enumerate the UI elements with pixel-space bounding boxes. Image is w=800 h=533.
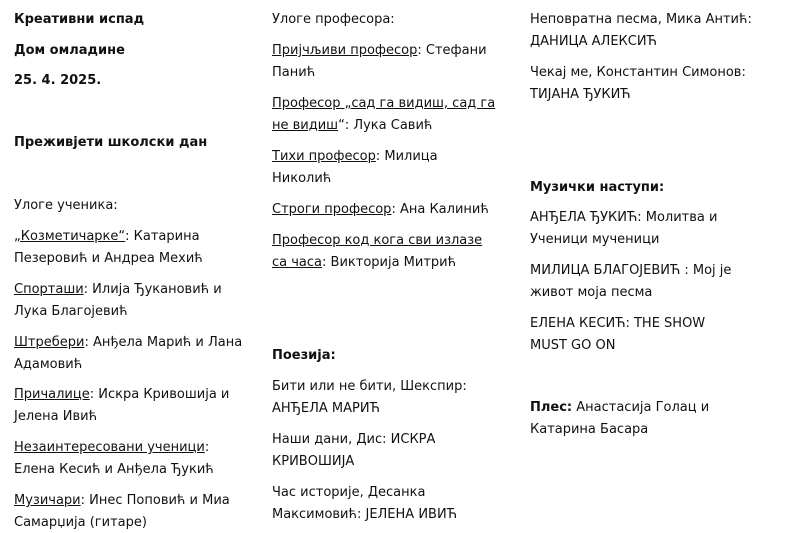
poetry-item-line: КРИВОШИЈА — [272, 454, 355, 469]
poetry-item-line: ТИЈАНА ЂУКИЋ — [530, 87, 631, 102]
music-item-line: МИЛИЦА БЛАГОЈЕВИЋ : Мој је — [530, 263, 732, 278]
poetry-item-line: АНЂЕЛА МАРИЋ — [272, 401, 380, 416]
student-role-line: Самарџија (гитаре) — [14, 515, 147, 530]
role-actors: Панић — [272, 65, 316, 80]
role-actors: : — [204, 440, 210, 455]
student-role-line — [14, 493, 230, 509]
role-actors: : Милица — [375, 149, 438, 164]
role-actors: : Ана Калинић — [391, 202, 489, 217]
professor-role-line — [272, 171, 331, 187]
poetry-item-line: Неповратна песма, Мика Антић: — [530, 12, 752, 27]
role-actors: “: Лука Савић — [338, 118, 433, 133]
role-name: Професор „сад га видиш, сад га — [272, 96, 496, 111]
role-name: Строги професор — [272, 202, 392, 217]
poetry-item-line: Час историје, Десанка — [272, 485, 426, 500]
event-date: 25. 4. 2025. — [14, 73, 102, 88]
role-actors: : Илија Ђукановић и — [83, 282, 222, 297]
role-name: Тихи професор — [272, 149, 376, 164]
professor-role-line — [272, 43, 487, 59]
role-name: са часа — [272, 255, 323, 270]
poetry-heading: Поезија: — [272, 348, 336, 363]
student-role-line: Пезеровић и Андреа Мехић — [14, 251, 203, 266]
music-item-line: живот моја песма — [530, 285, 653, 300]
professor-role-line — [272, 65, 315, 81]
music-item-line: АНЂЕЛА ЂУКИЋ: Молитва и — [530, 210, 718, 225]
role-actors: : Стефани — [417, 43, 487, 58]
role-name: „Козметичарке“ — [14, 229, 126, 244]
role-name: Спорташи — [14, 282, 84, 297]
student-role-line: Јелена Ивић — [14, 409, 98, 424]
poetry-item-line: Бити или не бити, Шекспир: — [272, 379, 467, 394]
role-actors: Николић — [272, 171, 332, 186]
dance-heading: Плес: — [530, 400, 573, 415]
role-actors: : Катарина — [125, 229, 200, 244]
role-name: Музичари — [14, 493, 81, 508]
student-role-line — [14, 335, 242, 351]
role-name: Професор код кога сви излазе — [272, 233, 483, 248]
professor-role-line — [272, 233, 482, 249]
dance-performers: Анастасија Голац и — [572, 400, 710, 415]
role-name: Штребери — [14, 335, 85, 350]
student-role-line: Адамовић — [14, 357, 83, 372]
students-heading: Улоге ученика: — [14, 198, 118, 213]
poetry-item-line: Наши дани, Дис: ИСКРА — [272, 432, 436, 447]
role-name: Пријчљиви професор — [272, 43, 418, 58]
role-actors: : Викторија Митрић — [322, 255, 457, 270]
venue: Дом омладине — [14, 43, 125, 58]
student-role-line: Елена Кесић и Анђела Ђукић — [14, 462, 214, 477]
professor-role-line — [272, 118, 432, 134]
student-role-line — [14, 229, 200, 245]
role-name: Незаинтересовани ученици — [14, 440, 205, 455]
student-role-line: Лука Благојевић — [14, 304, 128, 319]
play-title: Преживјети школски дан — [14, 135, 208, 150]
poetry-item-line: Максимовић: ЈЕЛЕНА ИВИЋ — [272, 507, 457, 522]
professor-role-line — [272, 96, 495, 112]
role-actors: : Инес Поповић и Миа — [80, 493, 230, 508]
professors-heading: Улоге професора: — [272, 12, 395, 27]
professor-role-line — [272, 149, 438, 165]
role-name: не видиш — [272, 118, 339, 133]
music-item-line: Ученици мученици — [530, 232, 660, 247]
student-role-line — [14, 282, 222, 298]
dance-line: Катарина Басара — [530, 422, 649, 437]
student-role-line — [14, 387, 229, 403]
event-name: Креативни испад — [14, 12, 145, 27]
role-actors: : Анђела Марић и Лана — [84, 335, 243, 350]
student-role-line — [14, 440, 209, 456]
role-name: Причалице — [14, 387, 90, 402]
music-item-line: MUST GO ON — [530, 338, 616, 353]
role-actors: : Искра Кривошија и — [89, 387, 230, 402]
music-heading: Музички наступи: — [530, 180, 665, 195]
poetry-item-line: Чекај ме, Константин Симонов: — [530, 65, 746, 80]
music-item-line: ЕЛЕНА КЕСИЋ: THE SHOW — [530, 316, 706, 331]
dance-line — [530, 400, 709, 416]
poetry-item-line: ДАНИЦА АЛЕКСИЋ — [530, 34, 657, 49]
professor-role-line — [272, 202, 489, 218]
professor-role-line — [272, 255, 456, 271]
